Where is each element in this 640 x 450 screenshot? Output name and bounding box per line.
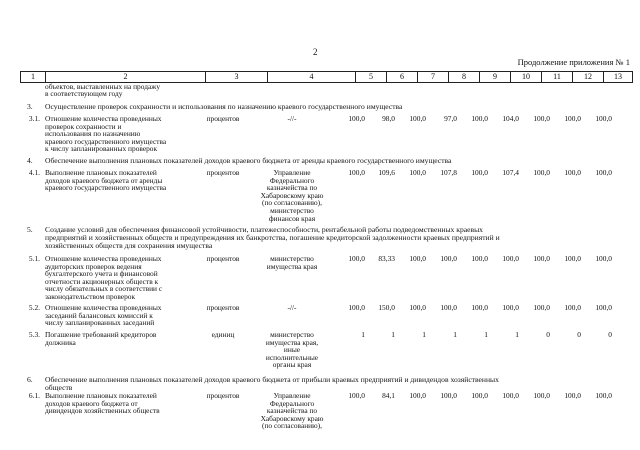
indicator-name bbox=[45, 169, 205, 192]
indicator-name-line: законодательством проверок bbox=[45, 291, 136, 301]
section-title bbox=[45, 157, 635, 165]
value-cell: 100,0 bbox=[502, 254, 519, 263]
indicator-name-line: использования по назначению bbox=[45, 129, 141, 139]
indicator-name-line: Отношение количества проведенных bbox=[45, 303, 162, 312]
indicator-name-line: должника bbox=[45, 337, 76, 347]
indicator-name-line: Отношение количества проведенных bbox=[45, 254, 162, 263]
value-cell: 100,0 bbox=[409, 303, 426, 312]
carry-over-text-line: в соответствующем году bbox=[45, 89, 123, 99]
row-number: 6.1. bbox=[28, 391, 40, 400]
section-number: 4. bbox=[27, 156, 33, 165]
section-number: 3. bbox=[27, 102, 33, 111]
executor-line: Управление bbox=[273, 391, 311, 400]
value-cell: 100,0 bbox=[440, 254, 457, 263]
value-cell: 0 bbox=[546, 330, 550, 339]
value-cell: 1 bbox=[361, 330, 365, 339]
indicator-name-line: заседаний балансовых комиссий к bbox=[45, 310, 153, 320]
value-cell: 100,0 bbox=[409, 114, 426, 123]
indicator-name-line: Выполнение плановых показателей bbox=[45, 168, 157, 177]
value-cell: 100,0 bbox=[409, 254, 426, 263]
executor-line: имущества края bbox=[266, 261, 318, 271]
value-cell: 100,0 bbox=[595, 114, 612, 123]
unit-cell: процентов bbox=[206, 254, 240, 263]
value-cell: 100,0 bbox=[471, 391, 488, 400]
value-cell: 100,0 bbox=[471, 168, 488, 177]
executor-line: министерство bbox=[270, 205, 314, 215]
indicator-name-line: Погашение требований кредиторов bbox=[45, 330, 157, 339]
header-col: 11 bbox=[542, 72, 573, 83]
value-cell: 100,0 bbox=[409, 168, 426, 177]
executor-line: (по согласованию), bbox=[262, 198, 322, 208]
executor-cell bbox=[248, 255, 336, 270]
executor-line: органы края bbox=[272, 360, 312, 370]
carry-over-text-line: объектов, выставленных на продажу bbox=[45, 82, 161, 91]
section-title bbox=[45, 376, 635, 392]
value-cell: 100,0 bbox=[502, 391, 519, 400]
header-col: 13 bbox=[604, 72, 633, 83]
carry-over-text bbox=[45, 83, 245, 98]
header-col: 9 bbox=[480, 72, 511, 83]
value-cell: 100,0 bbox=[533, 254, 550, 263]
indicator-name-line: к числу запланированных проверок bbox=[45, 144, 158, 154]
section-title bbox=[45, 226, 635, 251]
section-number: 5. bbox=[27, 225, 33, 234]
section-title-line: Обеспечение выполнения плановых показателей доходов краевого бюджета от аренды краевого государственного имущества bbox=[45, 156, 452, 165]
executor-cell bbox=[248, 304, 336, 312]
value-cell: 1 bbox=[515, 330, 519, 339]
value-cell: 100,0 bbox=[595, 303, 612, 312]
value-cell: 100,0 bbox=[440, 391, 457, 400]
indicator-name bbox=[45, 255, 205, 301]
value-cell: 98,0 bbox=[382, 114, 395, 123]
section-title-line: Осуществление проверок сохранности и использования по назначению краевого государственного имущества bbox=[45, 102, 403, 111]
executor-line: Федерального bbox=[269, 175, 315, 185]
value-cell: 100,0 bbox=[595, 168, 612, 177]
indicator-name-line: аудиторских проверок ведения bbox=[45, 261, 142, 271]
row-number: 3.1. bbox=[28, 114, 40, 123]
value-cell: 100,0 bbox=[471, 254, 488, 263]
indicator-name bbox=[45, 331, 205, 346]
executor-line: -//- bbox=[287, 114, 297, 123]
unit-cell: единиц bbox=[211, 330, 235, 339]
executor-line: министерство bbox=[270, 330, 314, 339]
value-cell: 109,6 bbox=[378, 168, 395, 177]
value-cell: 150,0 bbox=[378, 303, 395, 312]
section-title-line: Обеспечение выполнения плановых показателей доходов краевого бюджета от прибыли краевых предприятий и дивидендов хозяйственных bbox=[45, 375, 499, 384]
indicator-name-line: краевого государственного имущества bbox=[45, 183, 167, 193]
executor-line: финансов края bbox=[268, 213, 316, 223]
header-col: 3 bbox=[206, 72, 268, 83]
value-cell: 100,0 bbox=[348, 168, 365, 177]
indicator-name-line: Отношение количества проведенных bbox=[45, 114, 162, 123]
header-col: 2 bbox=[46, 72, 206, 83]
value-cell: 100,0 bbox=[533, 168, 550, 177]
value-cell: 100,0 bbox=[595, 391, 612, 400]
value-cell: 83,33 bbox=[378, 254, 395, 263]
unit-cell: процентов bbox=[206, 114, 240, 123]
value-cell: 1 bbox=[422, 330, 426, 339]
indicator-name-line: Выполнение плановых показателей bbox=[45, 391, 157, 400]
row-number: 5.3. bbox=[28, 330, 40, 339]
indicator-name-line: отчетности акционерных обществ к bbox=[45, 276, 159, 286]
value-cell: 97,0 bbox=[444, 114, 457, 123]
indicator-name-line: бухгалтерского учета и финансовой bbox=[45, 269, 158, 279]
indicator-name-line: доходов краевого бюджета от bbox=[45, 398, 138, 408]
header-col: 8 bbox=[449, 72, 480, 83]
value-cell: 107,4 bbox=[502, 168, 519, 177]
row-number: 4.1. bbox=[28, 168, 40, 177]
executor-line: -//- bbox=[287, 303, 297, 312]
value-cell: 100,0 bbox=[564, 303, 581, 312]
indicator-name-line: числу запланированных заседаний bbox=[45, 318, 155, 328]
value-cell: 0 bbox=[608, 330, 612, 339]
continuation-caption: Продолжение приложения № 1 bbox=[517, 57, 630, 67]
header-col: 12 bbox=[573, 72, 604, 83]
executor-line: иные bbox=[283, 345, 301, 355]
section-title-line: обществ bbox=[45, 383, 73, 393]
indicator-name bbox=[45, 304, 205, 327]
indicator-name-line: проверок сохранности и bbox=[45, 121, 122, 131]
section-number: 6. bbox=[27, 375, 33, 384]
executor-line: Управление bbox=[273, 168, 311, 177]
executor-cell bbox=[248, 115, 336, 123]
executor-line: Хабаровскому краю bbox=[260, 413, 324, 423]
executor-line: исполнительные bbox=[265, 352, 319, 362]
value-cell: 100,0 bbox=[348, 391, 365, 400]
row-number: 5.1. bbox=[28, 254, 40, 263]
value-cell: 107,8 bbox=[440, 168, 457, 177]
value-cell: 100,0 bbox=[440, 303, 457, 312]
header-col: 4 bbox=[268, 72, 356, 83]
value-cell: 100,0 bbox=[348, 114, 365, 123]
value-cell: 0 bbox=[577, 330, 581, 339]
value-cell: 100,0 bbox=[595, 254, 612, 263]
executor-line: казначейства по bbox=[266, 406, 318, 416]
executor-line: казначейства по bbox=[266, 183, 318, 193]
section-title-line: Создание условий для обеспечения финансовой устойчивости, платежеспособности, рентабельной работы подведомственных краевых bbox=[45, 225, 483, 234]
value-cell: 100,0 bbox=[564, 168, 581, 177]
value-cell: 100,0 bbox=[502, 303, 519, 312]
indicator-name bbox=[45, 392, 205, 415]
header-col: 6 bbox=[387, 72, 418, 83]
value-cell: 100,0 bbox=[348, 303, 365, 312]
value-cell: 100,0 bbox=[564, 254, 581, 263]
indicator-name-line: краевого государственного имущества bbox=[45, 136, 167, 146]
value-cell: 100,0 bbox=[533, 303, 550, 312]
executor-cell bbox=[248, 392, 336, 430]
value-cell: 1 bbox=[484, 330, 488, 339]
executor-line: Хабаровскому краю bbox=[260, 190, 324, 200]
value-cell: 100,0 bbox=[533, 114, 550, 123]
value-cell: 100,0 bbox=[348, 254, 365, 263]
section-title-line: хозяйственных обществ для сохранения имущества bbox=[45, 241, 213, 251]
value-cell: 84,1 bbox=[382, 391, 395, 400]
executor-cell bbox=[248, 169, 336, 222]
indicator-name-line: доходов краевого бюджета от аренды bbox=[45, 175, 163, 185]
value-cell: 104,0 bbox=[502, 114, 519, 123]
page-number: 2 bbox=[313, 47, 318, 57]
value-cell: 100,0 bbox=[533, 391, 550, 400]
indicator-name bbox=[45, 115, 205, 153]
unit-cell: процентов bbox=[206, 168, 240, 177]
executor-line: министерство bbox=[270, 254, 314, 263]
unit-cell: процентов bbox=[206, 303, 240, 312]
header-col: 7 bbox=[418, 72, 449, 83]
value-cell: 1 bbox=[391, 330, 395, 339]
value-cell: 100,0 bbox=[471, 303, 488, 312]
indicator-name-line: числу обязательных в соответствии с bbox=[45, 284, 163, 294]
executor-line: Федерального bbox=[269, 398, 315, 408]
executor-cell bbox=[248, 331, 336, 369]
value-cell: 1 bbox=[453, 330, 457, 339]
row-number: 5.2. bbox=[28, 303, 40, 312]
executor-line: (по согласованию), bbox=[262, 421, 322, 431]
executor-line: имущества края, bbox=[265, 337, 319, 347]
indicator-name-line: дивидендов хозяйственных обществ bbox=[45, 406, 160, 416]
header-col: 1 bbox=[21, 72, 46, 83]
section-title bbox=[45, 103, 635, 111]
value-cell: 100,0 bbox=[564, 114, 581, 123]
section-title-line: предприятий и хозяйственных обществ и предупреждения их банкротства, погашение кредиторской задолженности краевых предприятий и bbox=[45, 233, 500, 243]
header-col: 10 bbox=[511, 72, 542, 83]
value-cell: 100,0 bbox=[564, 391, 581, 400]
header-col: 5 bbox=[356, 72, 387, 83]
value-cell: 100,0 bbox=[471, 114, 488, 123]
value-cell: 100,0 bbox=[409, 391, 426, 400]
unit-cell: процентов bbox=[206, 391, 240, 400]
